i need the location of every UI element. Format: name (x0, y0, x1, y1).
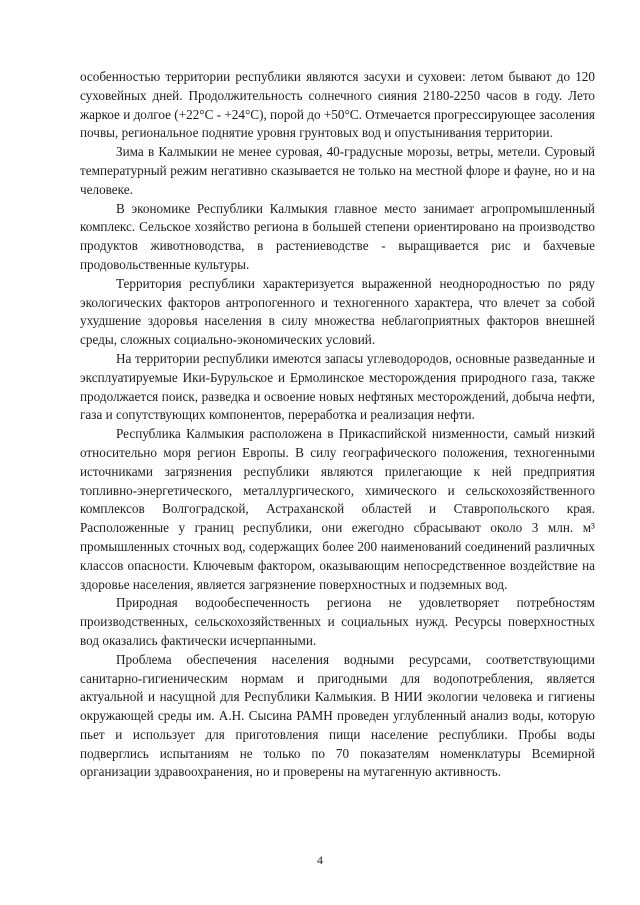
paragraph: Республика Калмыкия расположена в Прикаспийской низменности, самый низкий относительно моря регион Европы. В силу географического положения, техногенными источниками загрязнения республики являются прилегающие к ней предприятия топливно-энергетического, металлургического, химического и сельскохозяйственного комплексов Волгоградской, Астраханской областей и Ставропольского края. Расположенные у границ республики, они ежегодно сбрасывают около 3 млн. м³ промышленных сточных вод, содержащих более 200 наименований соединений различных классов опасности. Ключевым фактором, оказывающим непосредственное воздействие на здоровье населения, является загрязнение поверхностных и подземных вод. (80, 426, 595, 592)
paragraph: Проблема обеспечения населения водными ресурсами, соответствующими санитарно-гигиеническим нормам и пригодными для водопотребления, является актуальной и насущной для Республики Калмыкия. В НИИ экологии человека и гигиены окружающей среды им. А.Н. Сысина РАМН проведен углубленный анализ воды, которую пьет и использует для приготовления пищи население республики. Пробы воды подверглись испытаниям не только по 70 показателям номенклатуры Всемирной организации здравоохранения, но и проверены на мутагенную активность. (80, 651, 595, 780)
paragraph: На территории республики имеются запасы углеводородов, основные разведанные и эксплуатируемые Ики-Бурульское и Ермолинское месторождения природного газа, также продолжается поиск, разведка и освоение новых нефтяных месторождений, добыча нефти, газа и сопутствующих компонентов, переработка и реализация нефти. (80, 350, 595, 423)
page-number: 4 (317, 853, 323, 867)
paragraph: особенностью территории республики являются засухи и суховеи: летом бывают до 120 суховейных дней. Продолжительность солнечного сияния 2180-2250 часов в году. Лето жаркое и долгое (+22°С - +24°С), порой до +50°С. Отмечается прогрессирующее засоления почвы, региональное поднятие уровня грунтовых вод и опустынивания территории. (80, 69, 595, 141)
paragraph: Природная водообеспеченность региона не удовлетворяет потребностям производственных, сельскохозяйственных и социальных нужд. Ресурсы поверхностных вод оказались фактически исчерпанными. (80, 595, 595, 648)
paragraph: Территория республики характеризуется выраженной неоднородностью по ряду экологических факторов антропогенного и техногенного характера, что влечет за собой ухудшение здоровья населения в силу множества неблагоприятных факторов внешней среды, сложных социально-экономических условий. (80, 275, 595, 348)
body-text (80, 68, 595, 782)
paragraph: Зима в Калмыкии не менее суровая, 40-градусные морозы, ветры, метели. Суровый температурный режим негативно сказывается не только на местной флоре и фауне, но и на человеке. (80, 144, 595, 197)
paragraph: В экономике Республики Калмыкия главное место занимает агропромышленный комплекс. Сельское хозяйство региона в большей степени ориентировано на производство продуктов животноводства, в растениеводстве - выращивается рис и бахчевые продовольственные культуры. (80, 200, 595, 272)
